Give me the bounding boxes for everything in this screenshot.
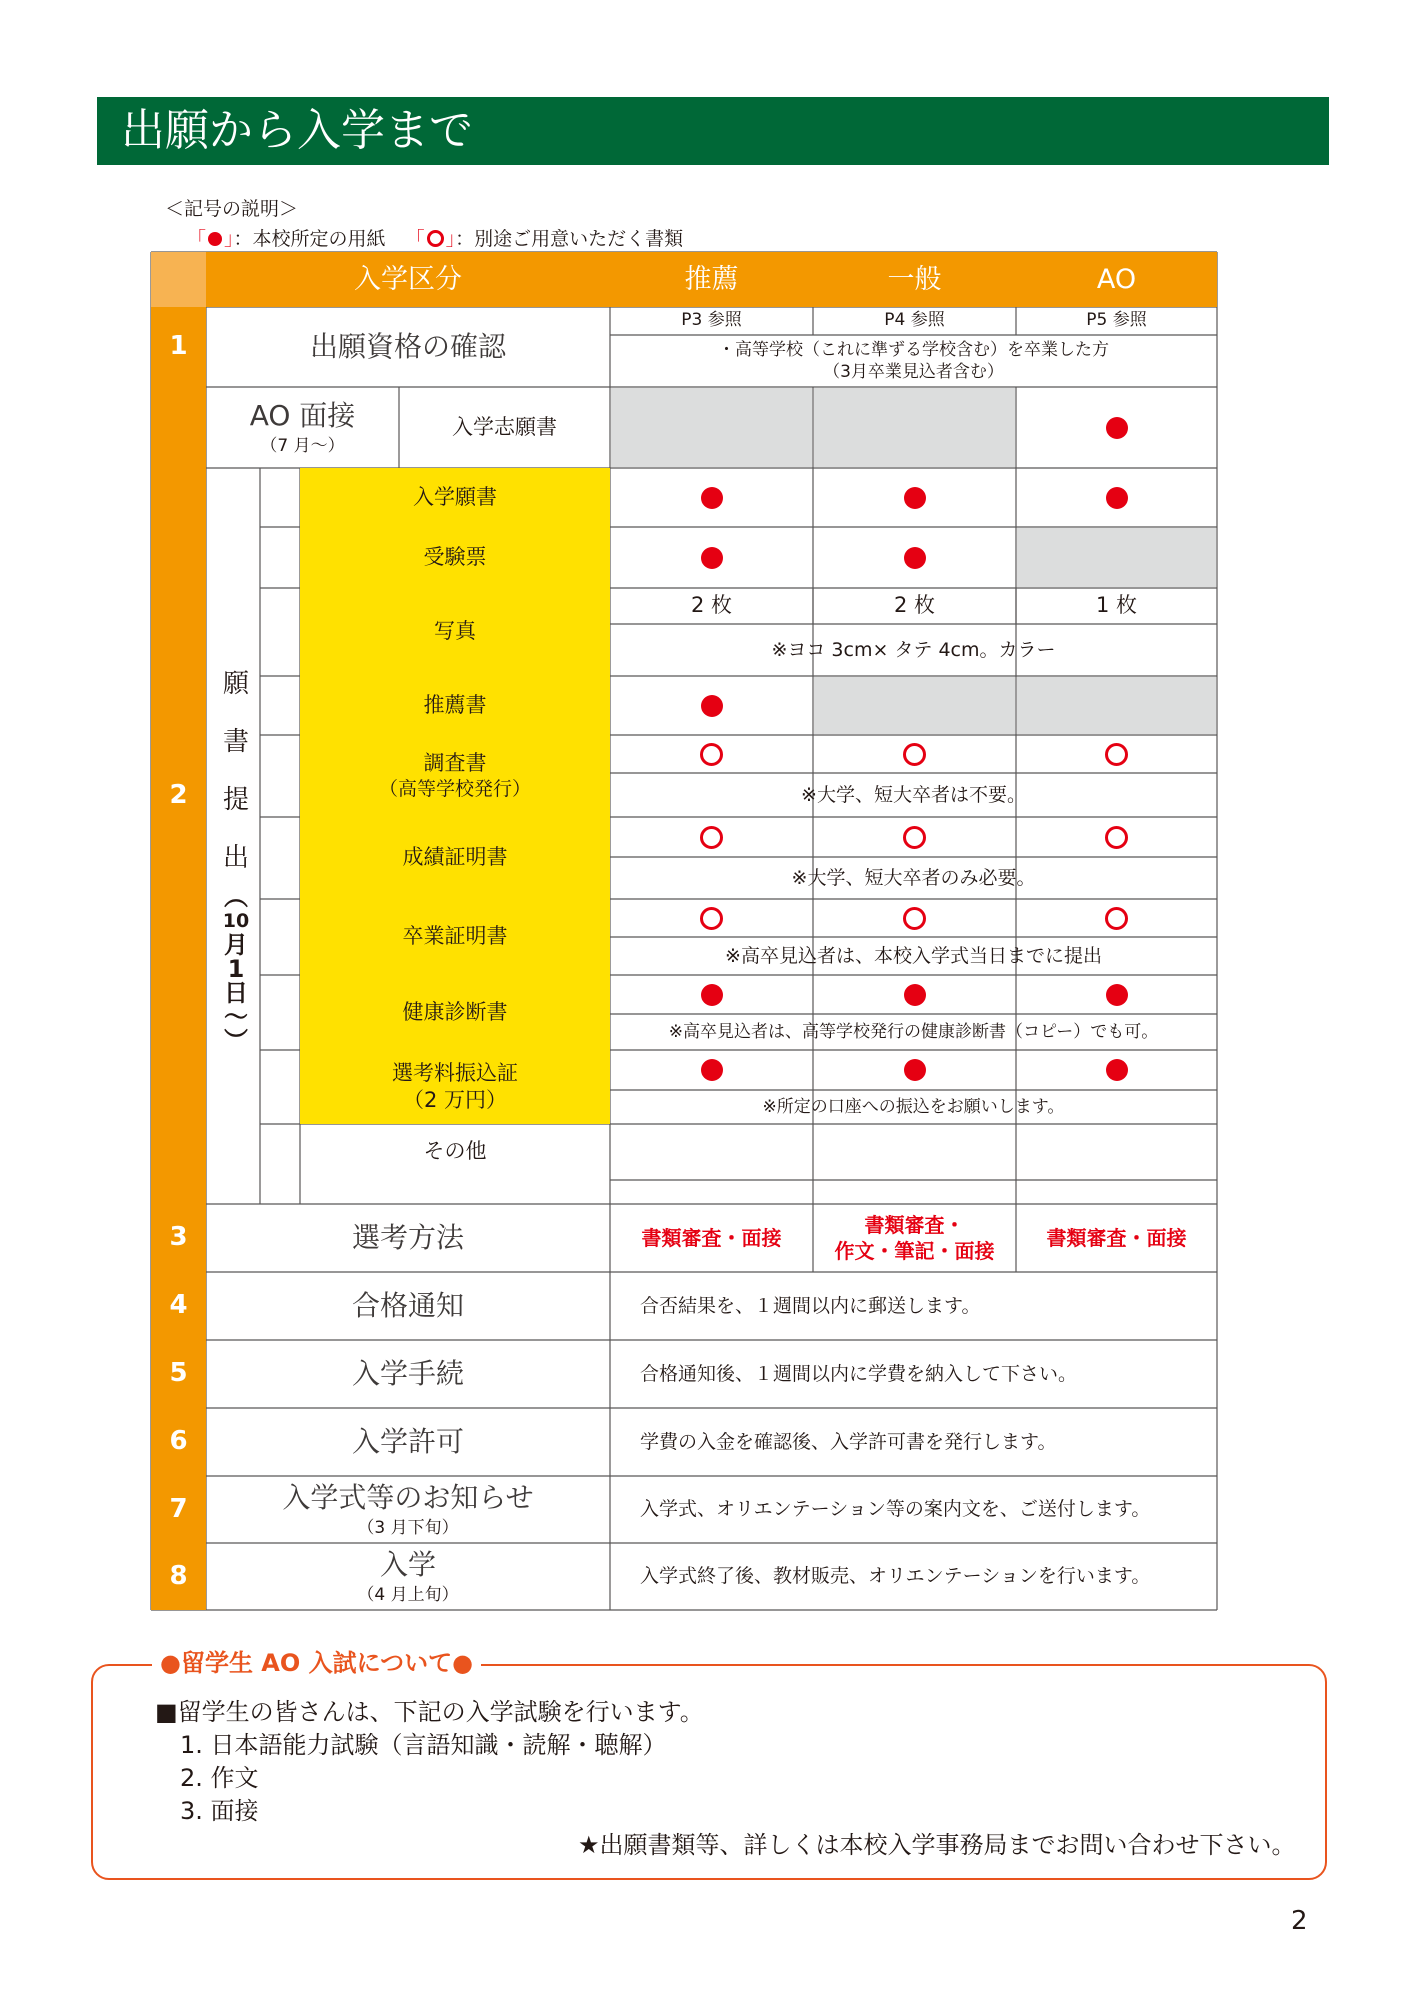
photo-count-general: 2 枚 [893, 593, 936, 618]
doc-survey-cell [300, 735, 610, 817]
legend-filled-quote: 」 [224, 228, 234, 250]
filled-circle-icon [701, 547, 723, 569]
photo-count-ao: 1 枚 [1095, 593, 1138, 618]
row-label-ceremony-period: （3 月下旬） [357, 1517, 459, 1538]
row-label-admission-period: （4 月上旬） [357, 1584, 459, 1605]
row-number-5: 5 [169, 1358, 188, 1389]
doc-application: 入学願書 [300, 468, 610, 527]
row-label-selection: 選考方法 [351, 1220, 464, 1254]
graduation-note: ※高卒見込者は、本校入学式当日までに提出 [725, 944, 1102, 967]
legend-hollow-quote: 」 [445, 228, 456, 250]
cell-filled [1016, 1050, 1217, 1090]
admission-permit-text: 学費の入金を確認後、入学許可書を発行します。 [640, 1430, 1057, 1453]
health-note: ※高卒見込者は、高等学校発行の健康診断書（コピー）でも可。 [668, 1021, 1159, 1042]
cell-hollow [1016, 735, 1217, 773]
legend-hollow-desc: ：別途ご用意いただく書類 [455, 228, 684, 250]
row-number-8: 8 [169, 1560, 188, 1591]
cell-hollow [813, 899, 1016, 937]
row-label-ceremony-cell [206, 1476, 610, 1543]
doc-survey: 調査書 [423, 751, 487, 775]
cell-hollow [813, 735, 1016, 773]
page-title: 出願から入学まで [121, 105, 473, 156]
selection-recommendation: 書類審査・面接 [641, 1226, 782, 1250]
vertical-char: 書 [222, 727, 249, 757]
international-item: 1. 日本語能力試験（言語知識・読解・聴解） [180, 1731, 667, 1759]
row-number-1: 1 [169, 331, 188, 362]
doc-fee-cell [300, 1050, 610, 1124]
international-footer: ★出願書類等、詳しくは本校入学事務局までお問い合わせ下さい。 [578, 1831, 1296, 1859]
hollow-circle-icon [903, 826, 926, 849]
row-label-admission-permit: 入学許可 [351, 1424, 464, 1458]
cell-filled [610, 1050, 813, 1090]
survey-note: ※大学、短大卒者は不要。 [801, 783, 1026, 806]
cell-filled [1016, 468, 1217, 527]
eligibility-note-line1: ・高等学校（これに準ずる学校含む）を卒業した方 [718, 339, 1109, 360]
cell-filled [813, 527, 1016, 588]
ao-interview-label: AO 面接 [249, 399, 356, 433]
row-number-6: 6 [169, 1426, 188, 1457]
row-label-procedure: 入学手続 [351, 1356, 464, 1390]
doc-grades: 成績証明書 [300, 817, 610, 899]
doc-fee: 選考料振込証 [392, 1060, 518, 1085]
filled-circle-icon [904, 984, 926, 1006]
header-ao: AO [1016, 252, 1217, 307]
international-item: 2. 作文 [180, 1764, 259, 1792]
filled-circle-icon [1106, 487, 1128, 509]
vertical-char: 日 [224, 979, 248, 1007]
hollow-circle-icon [700, 907, 723, 930]
legend-heading: ＜記号の説明＞ [165, 198, 299, 220]
filled-circle-icon [701, 695, 723, 717]
photo-note: ※ヨコ 3cm× タテ 4cm。カラー [771, 638, 1056, 661]
grades-note: ※大学、短大卒者のみ必要。 [791, 866, 1036, 889]
fee-note: ※所定の口座への振込をお願いします。 [762, 1096, 1065, 1117]
row-number-3: 3 [169, 1222, 188, 1253]
cell-filled [813, 1050, 1016, 1090]
doc-exam-ticket: 受験票 [300, 527, 610, 588]
vertical-char: 提 [222, 785, 249, 815]
doc-photo: 写真 [300, 588, 610, 676]
header-general: 一般 [813, 252, 1016, 307]
procedure-text: 合格通知後、１週間以内に学費を納入して下さい。 [640, 1362, 1078, 1385]
cell-hollow [813, 817, 1016, 857]
filled-circle-icon [1106, 417, 1128, 439]
cell-filled [813, 468, 1016, 527]
row-number-7: 7 [169, 1493, 188, 1524]
filled-circle-icon [1106, 1059, 1128, 1081]
admission-text: 入学式終了後、教材販売、オリエンテーションを行います。 [640, 1565, 1151, 1588]
selection-general-line1: 書類審査・ [864, 1213, 965, 1237]
vertical-char: 出 [222, 843, 249, 873]
header-recommendation: 推薦 [610, 252, 813, 307]
vertical-char: 〜 [224, 1003, 248, 1031]
vertical-char: ︶ [224, 1027, 248, 1055]
submission-period-label [212, 885, 260, 1053]
filled-circle-icon [904, 547, 926, 569]
header-corner [151, 252, 206, 307]
cell-hollow [610, 899, 813, 937]
hollow-circle-icon [903, 743, 926, 766]
legend-filled-open: 「 [187, 228, 207, 250]
row-label-notification: 合格通知 [351, 1288, 464, 1322]
row-label-admission-cell [206, 1543, 610, 1610]
photo-count-recommendation: 2 枚 [690, 593, 733, 618]
notification-text: 合否結果を、１週間以内に郵送します。 [640, 1294, 981, 1317]
page-number: 2 [1291, 1906, 1308, 1936]
filled-circle-icon [904, 487, 926, 509]
hollow-circle-icon [700, 743, 723, 766]
ao-interview-period: （7 月〜） [260, 435, 345, 456]
cell-filled [1016, 387, 1217, 468]
filled-circle-icon [701, 487, 723, 509]
cell-hollow [610, 735, 813, 773]
cell-filled [610, 468, 813, 527]
row-label-admission: 入学 [379, 1548, 436, 1582]
ref-p3: P3 参照 [681, 309, 742, 330]
cell-empty [814, 388, 1015, 467]
doc-other: その他 [423, 1139, 487, 1164]
cell-hollow [1016, 817, 1217, 857]
doc-graduation: 卒業証明書 [300, 899, 610, 975]
ceremony-text: 入学式、オリエンテーション等の案内文を、ご送付します。 [640, 1498, 1151, 1521]
cell-hollow [610, 817, 813, 857]
row-label-ceremony: 入学式等のお知らせ [282, 1481, 534, 1515]
filled-circle-icon [1106, 984, 1128, 1006]
filled-circle-icon [904, 1059, 926, 1081]
ao-interview-cell [206, 387, 399, 468]
selection-general [813, 1204, 1016, 1272]
cell-empty [1017, 677, 1216, 734]
header-category: 入学区分 [206, 252, 610, 307]
doc-survey-sub: （高等学校発行） [378, 778, 531, 801]
hollow-circle-icon [1105, 826, 1128, 849]
legend-hollow-open: 「 [405, 228, 425, 250]
cell-filled [610, 676, 813, 735]
doc-recommendation: 推薦書 [300, 676, 610, 735]
vertical-char: 10 [222, 910, 250, 932]
filled-circle-icon [701, 1059, 723, 1081]
hollow-circle-icon [700, 826, 723, 849]
cell-filled [813, 975, 1016, 1014]
doc-health: 健康診断書 [300, 975, 610, 1050]
international-intro: ■留学生の皆さんは、下記の入学試験を行います。 [155, 1698, 704, 1726]
doc-fee-amount: （2 万円） [402, 1088, 508, 1112]
vertical-char: 1 [227, 955, 245, 983]
cell-empty [1017, 528, 1216, 587]
row-number-4: 4 [169, 1290, 188, 1321]
ao-application-form: 入学志願書 [452, 414, 557, 439]
legend-filled-desc: ：本校所定の用紙 [233, 228, 386, 250]
cell-filled [610, 527, 813, 588]
international-item: 3. 面接 [180, 1797, 259, 1825]
cell-filled [610, 975, 813, 1014]
cell-empty [814, 677, 1015, 734]
hollow-circle-icon [1105, 743, 1128, 766]
selection-ao: 書類審査・面接 [1046, 1226, 1187, 1250]
filled-circle-icon [701, 984, 723, 1006]
vertical-char: 月 [224, 931, 248, 959]
vertical-char: ︵ [224, 883, 248, 911]
hollow-circle-icon [1105, 907, 1128, 930]
selection-general-line2: 作文・筆記・面接 [834, 1239, 995, 1263]
submission-vertical-label [212, 655, 260, 887]
ref-p4: P4 参照 [884, 309, 945, 330]
international-title: ●留学生 AO 入試について● [152, 1646, 481, 1680]
eligibility-note-line2: （3月卒業見込者含む） [823, 362, 1004, 382]
hollow-circle-icon [903, 907, 926, 930]
cell-filled [1016, 975, 1217, 1014]
eligibility-note [610, 335, 1217, 387]
vertical-char: 願 [222, 669, 249, 699]
row-label-eligibility: 出願資格の確認 [309, 329, 506, 363]
ref-p5: P5 参照 [1086, 309, 1147, 330]
row-number-2: 2 [169, 779, 188, 810]
cell-empty [611, 388, 812, 467]
cell-hollow [1016, 899, 1217, 937]
